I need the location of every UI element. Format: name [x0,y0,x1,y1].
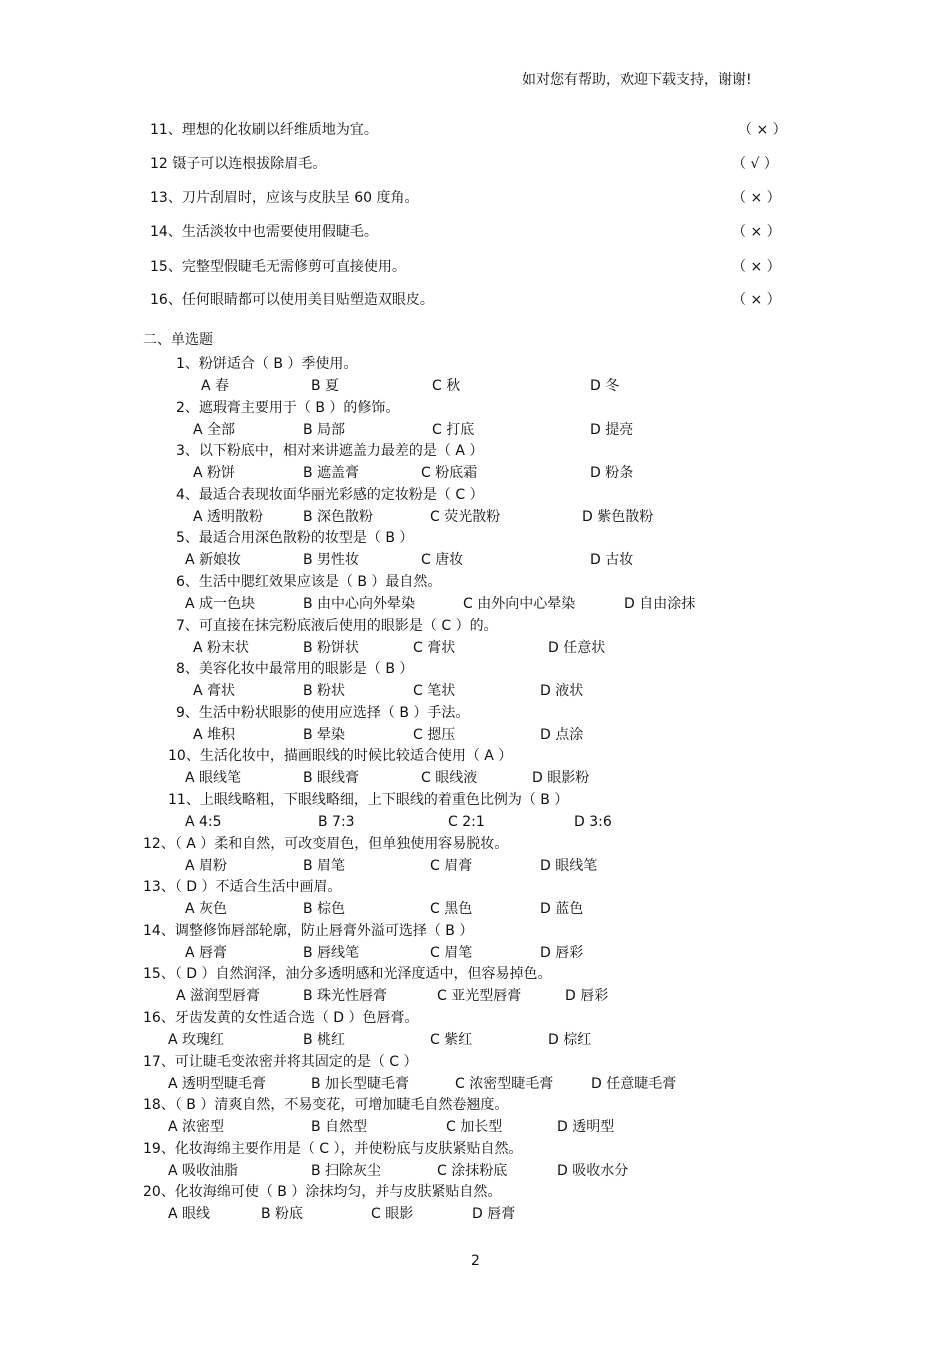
mc-question: 11、上眼线略粗，下眼线略细，上下眼线的着重色比例为（ B ） [168,792,569,808]
mc-question: 17、可让睫毛变浓密并将其固定的是（ C ） [143,1053,418,1070]
tf-question: 12 镊子可以连根拔除眉毛。 [150,156,327,172]
mc-question: 13、（ D ）不适合生活中画眉。 [143,879,342,896]
mc-option: B 扫除灰尘 [311,1162,382,1179]
mc-option: C 打底 [432,421,475,438]
mc-question: 5、最适合用深色散粉的妆型是（ B ） [176,530,414,547]
mc-option: A 新娘妆 [185,552,242,569]
mc-option: D 任意状 [548,639,606,656]
mc-option: C 涂抹粉底 [437,1162,508,1179]
mc-option: D 唇膏 [472,1206,516,1223]
mc-option: B 眼线膏 [303,770,360,787]
mc-option: C 笔状 [413,683,456,700]
mc-question: 7、可直接在抹完粉底液后使用的眼影是（ C ）的。 [176,617,498,634]
mc-option: B 珠光性唇膏 [303,988,388,1005]
mc-option: D 蓝色 [540,901,584,918]
mc-option: D 3:6 [574,814,612,830]
mc-question: 16、牙齿发黄的女性适合选（ D ）色唇膏。 [143,1010,419,1026]
mc-option: C 唐妆 [421,552,464,569]
mc-option: D 古妆 [590,552,634,569]
mc-option: A 眉粉 [185,857,228,874]
mc-option: D 透明型 [557,1119,615,1136]
tf-answer: （ × ） [738,122,787,138]
tf-answer: （ × ） [732,259,781,275]
mc-option: A 滋润型唇膏 [176,988,261,1005]
mc-option: A 成一色块 [185,596,256,612]
mc-option: A 堆积 [193,726,236,743]
mc-option: A 吸收油脂 [168,1162,239,1179]
mc-option: B 自然型 [311,1119,368,1136]
mc-question: 15、（ D ）自然润泽，油分多透明感和光泽度适中，但容易掉色。 [143,966,552,983]
mc-option: B 眉笔 [303,857,346,874]
tf-answer: （ × ） [732,292,781,308]
mc-question: 4、最适合表现妆面华丽光彩感的定妆粉是（ C ） [176,486,484,503]
mc-option: A 浓密型 [168,1119,225,1136]
mc-option: B 唇线笔 [303,944,360,961]
mc-question: 10、生活化妆中，描画眼线的时候比较适合使用（ A ） [168,748,513,765]
mc-option: B 桃红 [303,1032,346,1048]
tf-question: 11、理想的化妆刷以纤维质地为宜。 [150,122,378,138]
mc-option: B 粉饼状 [303,639,360,656]
mc-option: B 男性妆 [303,552,360,569]
mc-option: C 眉笔 [430,944,473,961]
mc-option: A 4:5 [185,814,222,830]
mc-option: B 粉底 [261,1206,304,1223]
mc-question: 14、调整修饰唇部轮廓，防止唇膏外溢可选择（ B ） [143,922,474,939]
mc-option: B 粉状 [303,683,346,700]
mc-option: C 眉膏 [430,857,473,874]
mc-option: B 晕染 [303,726,346,743]
mc-option: A 眼线笔 [185,770,242,787]
mc-option: A 透明型睫毛膏 [168,1075,267,1092]
mc-option: A 粉末状 [193,639,250,656]
mc-option: C 秋 [432,378,461,394]
mc-option: D 自由涂抹 [624,596,696,612]
mc-option: A 玫瑰红 [168,1032,225,1048]
page-header: 如对您有帮助，欢迎下载支持，谢谢! [522,72,752,88]
mc-option: B 深色散粉 [303,508,374,525]
mc-option: C 黑色 [430,901,473,918]
mc-option: C 眼线液 [421,770,478,787]
mc-option: A 膏状 [193,683,236,700]
mc-option: C 亚光型唇膏 [437,988,522,1005]
mc-question: 2、遮瑕膏主要用于（ B ）的修饰。 [176,399,400,416]
mc-option: D 眼线笔 [540,857,598,874]
tf-answer: （ √ ） [732,156,778,172]
mc-option: B 加长型睫毛膏 [311,1075,410,1092]
mc-option: D 冬 [590,378,620,394]
mc-question: 12、（ A ）柔和自然，可改变眉色，但单独使用容易脱妆。 [143,835,509,852]
mc-option: A 全部 [193,421,236,438]
mc-question: 19、化妆海绵主要作用是（ C ），并使粉底与皮肤紧贴自然。 [143,1140,523,1157]
tf-question: 13、刀片刮眉时，应该与皮肤呈 60 度角。 [150,190,419,206]
mc-option: D 唇彩 [565,988,609,1005]
mc-option: C 紫红 [430,1032,473,1048]
mc-option: D 点涂 [540,726,584,743]
mc-option: D 任意睫毛膏 [591,1075,677,1092]
mc-option: C 粉底霜 [421,465,478,482]
mc-option: A 透明散粉 [193,508,264,525]
mc-question: 8、美容化妆中最常用的眼影是（ B ） [176,661,414,678]
tf-question: 14、生活淡妆中也需要使用假睫毛。 [150,224,378,240]
mc-option: A 灰色 [185,901,228,918]
mc-option: B 局部 [303,421,346,438]
tf-answer: （ × ） [732,224,781,240]
tf-question: 15、完整型假睫毛无需修剪可直接使用。 [150,259,406,275]
mc-option: A 唇膏 [185,944,228,961]
mc-option: D 眼影粉 [532,770,590,787]
mc-option: D 棕红 [548,1032,592,1048]
mc-option: C 加长型 [446,1119,503,1136]
mc-option: D 吸收水分 [557,1162,629,1179]
mc-question: 20、化妆海绵可使（ B ）涂抹均匀，并与皮肤紧贴自然。 [143,1184,502,1201]
section-title: 二、单选题 [143,332,213,348]
mc-option: C 膏状 [413,639,456,656]
mc-option: C 由外向中心晕染 [463,596,576,612]
mc-option: D 液状 [540,683,584,700]
page-number: 2 [471,1253,480,1269]
mc-option: C 摁压 [413,726,456,743]
mc-option: D 粉条 [590,465,634,482]
mc-option: C 浓密型睫毛膏 [455,1075,554,1092]
mc-question: 18、（ B ）清爽自然，不易变花，可增加睫毛自然卷翘度。 [143,1097,509,1114]
mc-option: B 7:3 [318,814,355,830]
mc-option: D 提亮 [590,421,634,438]
tf-answer: （ × ） [732,190,781,206]
tf-question: 16、任何眼睛都可以使用美目贴塑造双眼皮。 [150,292,434,308]
mc-option: C 2:1 [448,814,485,830]
mc-option: C 眼影 [371,1206,414,1223]
mc-option: B 遮盖膏 [303,465,360,482]
mc-question: 9、生活中粉状眼影的使用应选择（ B ）手法。 [176,704,470,721]
mc-option: A 春 [201,378,230,394]
mc-option: B 夏 [311,378,340,394]
mc-question: 1、粉饼适合（ B ）季使用。 [176,356,358,372]
mc-option: D 紫色散粉 [582,508,654,525]
mc-question: 6、生活中腮红效果应该是（ B ）最自然。 [176,574,442,590]
mc-option: B 由中心向外晕染 [303,596,416,612]
mc-question: 3、以下粉底中，相对来讲遮盖力最差的是（ A ） [176,443,484,460]
mc-option: A 眼线 [168,1206,211,1223]
mc-option: B 棕色 [303,901,346,918]
mc-option: D 唇彩 [540,944,584,961]
mc-option: C 荧光散粉 [430,508,501,525]
mc-option: A 粉饼 [193,465,236,482]
